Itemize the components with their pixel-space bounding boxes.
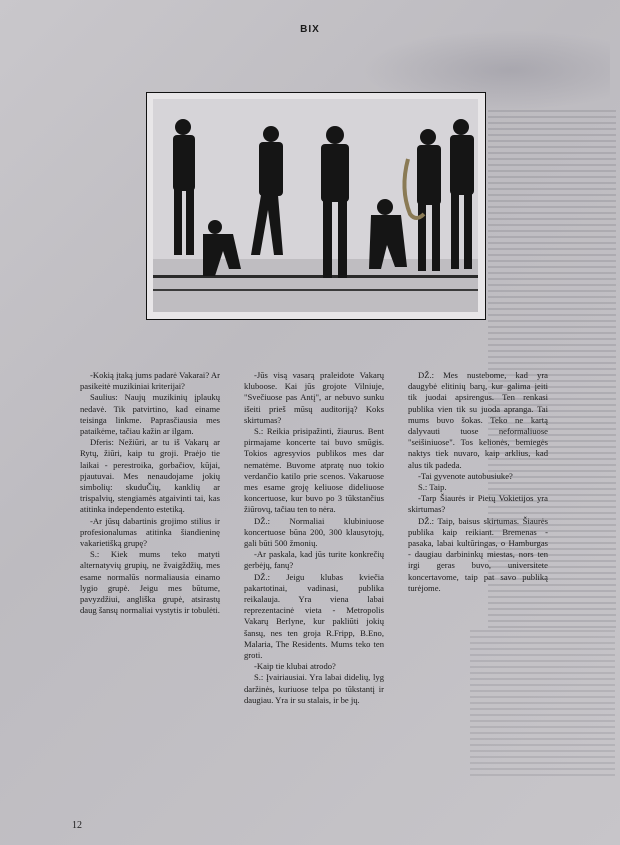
question-paragraph: -Tai gyvenote autobusiuke?	[418, 470, 513, 481]
article-column-2	[244, 370, 384, 706]
answer-paragraph: S.: Kiek mums teko matyti alternatyvių grupių, ne žvaigždžių, mes esame normalūs normaliausia einamo lygio grupė. Jeigu mes būtume, pavyzdžiui, angliška grupė, atsirastų daug šansų normaliai vystytis ir tobulėti.	[80, 549, 220, 616]
answer-paragraph: S.: Reikia prisipažinti, žiaurus. Bent pirmajame koncerte tai buvo smūgis. Tokios agresyvios publikos mes dar nematėme. Buvome atpratę nuo tokio verdančio katilo prie scenos. Vakaruose mes esame groję keliuose dideliuose koncertuose, kur buvo po 3 tūkstančius žiūrovų, tačiau ten to nėra.	[244, 426, 384, 515]
page-header: BIX	[300, 24, 320, 35]
answer-paragraph: DŽ.: Jeigu klubas kviečia pakartotinai, vadinasi, publika reikalauja. Yra viena labai reprezentacinė vieta - Metropolis Vakarų Berlyne, kur pakliūti jokių šansų, nes ten groja R.Fripp, B.Eno, Malaria, The Residents. Mums teko ten groti.	[244, 571, 384, 661]
band-photo	[153, 99, 478, 312]
answer-paragraph: Dferis: Nežiūri, ar tu iš Vakarų ar Rytų, žiūri, kaip tu groji. Praėjo tie laikai - perestroika, gorbačiov, kūjai, pjautuvai. Mes nenaudojame jokių simbolių: skuduČių, kanklių ar trispalvių, stengiamės atgaivinti tai, kas atitinka independento estetiką.	[80, 437, 220, 515]
bleed-through-text-bottom	[470, 630, 615, 780]
question-paragraph: -Kokią įtaką jums padarė Vakarai? Ar pasikeitė muzikiniai kriterijai?	[80, 370, 220, 392]
question-paragraph: -Ar jūsų dabartinis grojimo stilius ir profesionalumas atitinka šiandieninę vakarietišką grupę?	[80, 515, 220, 549]
answer-paragraph: DŽ.: Mes nustebome, kad yra daugybė elitinių barų, kur galima įeiti tik juodai apsirengus. Ten renkasi publika vien tik su juoda apranga. Tai mums buvo šokas. Teko ne kartą dalyvauti tuose neformaliuose "seišiniuose". Tos kelionės, bemiegės naktys tiek nuvaro, kaip arklius, kad alus tik padeda.	[408, 370, 548, 470]
answer-paragraph: DŽ.: Normaliai klubiniuose koncertuose būna 200, 300 klausytojų, gali būti 500 žmonių.	[244, 515, 384, 549]
article-column-1	[80, 370, 220, 616]
question-paragraph: -Kaip tie klubai atrodo?	[254, 661, 336, 672]
question-paragraph: -Ar paskala, kad jūs turite konkrečių gerbėjų, fanų?	[244, 549, 384, 571]
answer-paragraph: Saulius: Naujų muzikinių įplaukų nedavė. Tik patvirtino, kad einame teisinga linkme. Paprasčiausia mes pataikėme, tačiau kažin ar ilgam.	[80, 392, 220, 437]
question-paragraph: -Tarp Šiaurės ir Pietų Vokietijos yra skirtumas?	[408, 493, 548, 515]
answer-paragraph: DŽ.: Taip, baisus skirtumas. Šiaurės publika kaip reikiant. Bremenas - pasaka, labai kultūringas, o Hamburgas - daugiau darbininkų miestas, nors ten irgi geras buvo, universitete koncertavome, taip pat savo publiką turėjome.	[408, 515, 548, 593]
answer-paragraph: S.: Įvairiausiai. Yra labai didelių, lyg daržinės, kuriuose telpa po tūkstantį ir daugiau. Yra ir su stalais, ir be jų.	[244, 672, 384, 705]
band-photo-frame	[146, 92, 486, 320]
article-column-3	[408, 370, 548, 594]
page-number: 12	[72, 820, 82, 831]
answer-paragraph: S.: Taip.	[418, 482, 447, 493]
question-paragraph: -Jūs visą vasarą praleidote Vakarų kluboose. Kai jūs grojote Vilniuje, "Svečiuose pas Antį", ar nebuvo sunku išeiti prieš mūsų auditoriją? Koks skirtumas?	[244, 370, 384, 425]
band-photo-illustration	[153, 99, 478, 312]
